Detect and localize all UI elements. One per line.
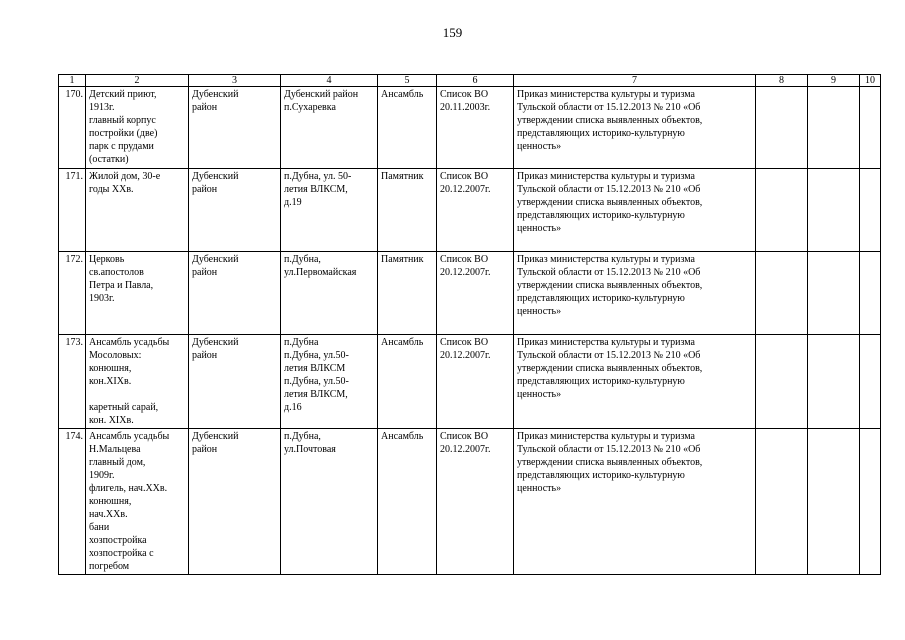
column-header: 4 (281, 75, 378, 87)
empty-cell (756, 169, 808, 252)
district: Дубенский район (192, 254, 239, 278)
list-reference: Список ВО 20.12.2007г. (440, 171, 491, 195)
object-name: Ансамбль усадьбы Мосоловых: конюшня, кон.XIXв. каретный сарай, кон. XIXв. (89, 337, 170, 426)
list-reference: Список ВО 20.11.2003г. (440, 89, 491, 113)
address: Дубенский район п.Сухаревка (284, 89, 359, 113)
address: п.Дубна, ул.Почтовая (284, 431, 336, 455)
order-reference: Приказ министерства культуры и туризма Тульской области от 15.12.2013 № 210 «Об утверждении списка выявленных объектов, представляющих историко-культурную ценность» (517, 254, 703, 317)
address: п.Дубна, ул.Первомайская (284, 254, 357, 278)
table-row (59, 87, 881, 169)
list-reference: Список ВО 20.12.2007г. (440, 431, 491, 455)
empty-cell (860, 335, 881, 429)
object-type: Ансамбль (381, 337, 424, 348)
empty-cell (808, 87, 860, 169)
district: Дубенский район (192, 431, 239, 455)
address: п.Дубна п.Дубна, ул.50- летия ВЛКСМ п.Дубна, ул.50- летия ВЛКСМ, д.16 (284, 337, 349, 413)
object-name: Церковь св.апостолов Петра и Павла, 1903г. (89, 254, 154, 304)
table-row (59, 252, 881, 335)
empty-cell (808, 335, 860, 429)
object-name: Жилой дом, 30-е годы ХХв. (89, 171, 161, 195)
district: Дубенский район (192, 171, 239, 195)
column-header: 9 (808, 75, 860, 87)
district: Дубенский район (192, 337, 239, 361)
order-reference: Приказ министерства культуры и туризма Тульской области от 15.12.2013 № 210 «Об утверждении списка выявленных объектов, представляющих историко-культурную ценность» (517, 89, 703, 152)
empty-cell (808, 169, 860, 252)
object-type: Памятник (381, 171, 424, 182)
table-row (59, 169, 881, 252)
order-reference: Приказ министерства культуры и туризма Тульской области от 15.12.2013 № 210 «Об утверждении списка выявленных объектов, представляющих историко-культурную ценность» (517, 171, 703, 234)
empty-cell (860, 252, 881, 335)
order-reference: Приказ министерства культуры и туризма Тульской области от 15.12.2013 № 210 «Об утверждении списка выявленных объектов, представляющих историко-культурную ценность» (517, 337, 703, 400)
empty-cell (860, 429, 881, 575)
column-header-row (59, 75, 881, 87)
table-row (59, 429, 881, 575)
column-header: 10 (860, 75, 881, 87)
list-reference: Список ВО 20.12.2007г. (440, 254, 491, 278)
row-number: 170. (59, 87, 86, 169)
row-number: 174. (59, 429, 86, 575)
column-header: 3 (189, 75, 281, 87)
object-type: Ансамбль (381, 89, 424, 100)
empty-cell (756, 429, 808, 575)
heritage-objects-table (58, 74, 881, 575)
object-type: Ансамбль (381, 431, 424, 442)
column-header: 7 (514, 75, 756, 87)
column-header: 2 (86, 75, 189, 87)
row-number: 172. (59, 252, 86, 335)
empty-cell (860, 87, 881, 169)
district: Дубенский район (192, 89, 239, 113)
row-number: 173. (59, 335, 86, 429)
object-name: Ансамбль усадьбы Н.Мальцева главный дом, 1909г. флигель, нач.ХХв. конюшня, нач.ХХв. бани хозпостройка хозпостройка с погребом (89, 431, 170, 572)
empty-cell (756, 252, 808, 335)
column-header: 5 (378, 75, 437, 87)
order-reference: Приказ министерства культуры и туризма Тульской области от 15.12.2013 № 210 «Об утверждении списка выявленных объектов, представляющих историко-культурную ценность» (517, 431, 703, 494)
address: п.Дубна, ул. 50- летия ВЛКСМ, д.19 (284, 171, 352, 208)
table-row (59, 335, 881, 429)
row-number: 171. (59, 169, 86, 252)
column-header: 8 (756, 75, 808, 87)
object-name: Детский приют, 1913г. главный корпус постройки (две) парк с прудами (остатки) (89, 89, 158, 165)
object-type: Памятник (381, 254, 424, 265)
empty-cell (860, 169, 881, 252)
page-number: 159 (442, 25, 463, 40)
list-reference: Список ВО 20.12.2007г. (440, 337, 491, 361)
empty-cell (756, 87, 808, 169)
empty-cell (808, 429, 860, 575)
column-header: 1 (59, 75, 86, 87)
empty-cell (808, 252, 860, 335)
column-header: 6 (437, 75, 514, 87)
empty-cell (756, 335, 808, 429)
